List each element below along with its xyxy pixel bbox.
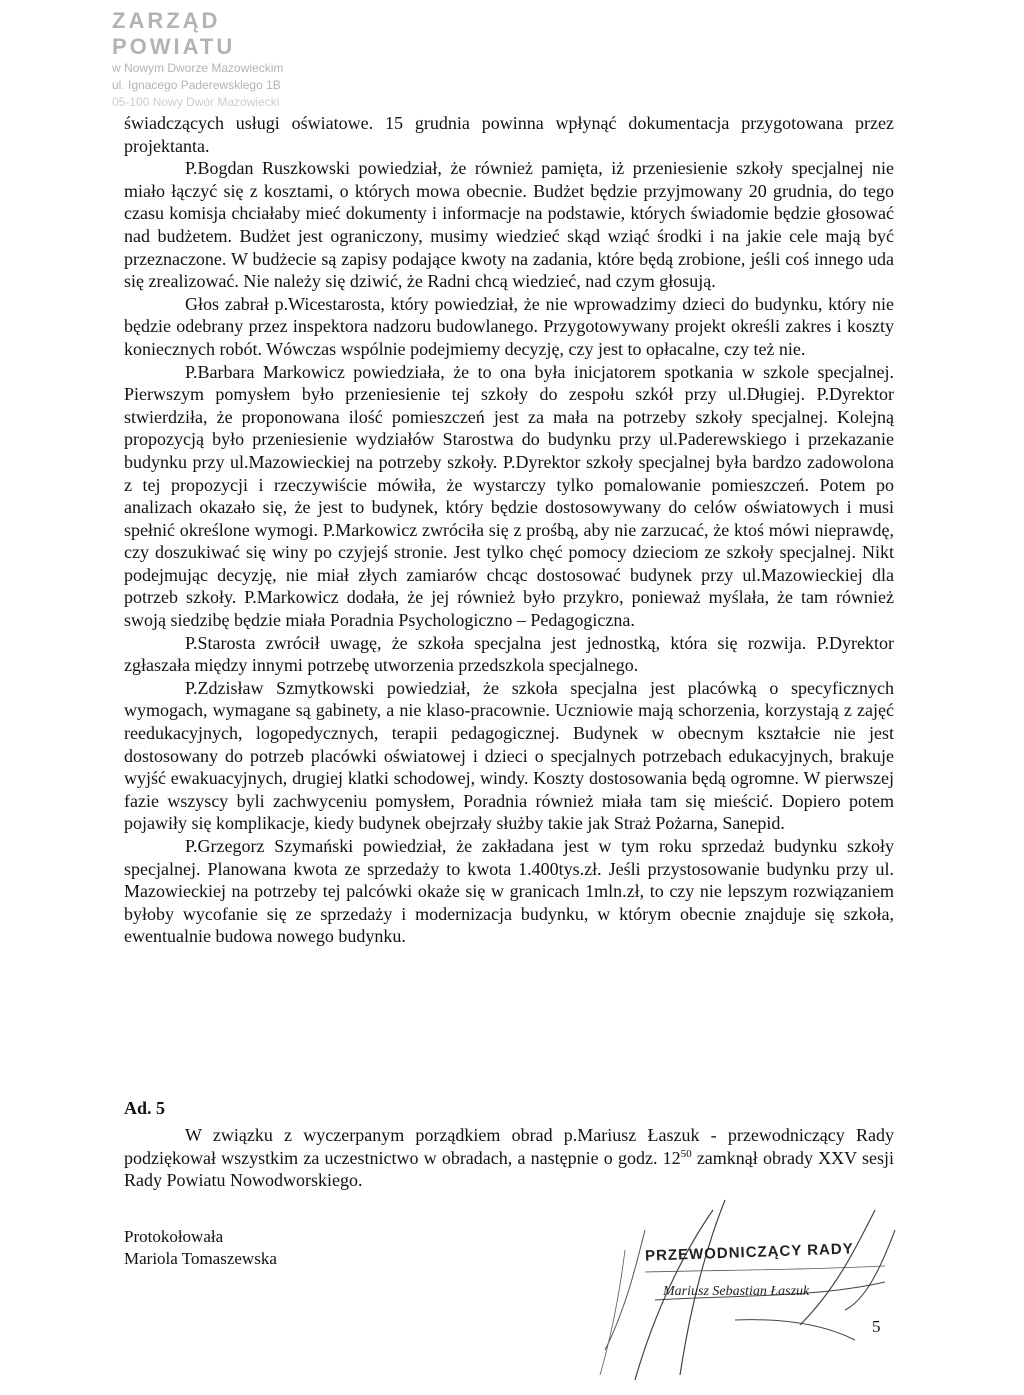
- section-heading-ad5: Ad. 5: [124, 1098, 166, 1118]
- paragraph-szymanski: P.Grzegorz Szymański powiedział, że zakładana jest w tym roku sprzedaż budynku szkoły specjalnej. Planowana kwota ze sprzedaży to kwota 1.400tys.zł. Jeśli przystosowanie budynku przy ul. Mazowieckiej na potrzeby tej palcówki okaże się w granicach 1mln.zł, to czy nie lepszym rozwiązaniem byłoby wycofanie się ze sprzedaży i modernizacja budynku, w którym obecnie znajduje się szkoła, ewentualnie budowa nowego budynku.: [124, 836, 894, 947]
- closing-text-after: zamknął obrady XXV sesji Rady Powiatu Nowodworskiego.: [124, 1147, 894, 1191]
- protocol-label: Protokołowała: [124, 1227, 224, 1246]
- protocol-name: Mariola Tomaszewska: [124, 1249, 277, 1268]
- page-number: 5: [872, 1317, 881, 1336]
- paragraph-continuation: świadczących usługi oświatowe. 15 grudnia powinna wpłynąć dokumentacja przygotowana przez projektanta.: [124, 113, 894, 156]
- paragraph-szmytkowski: P.Zdzisław Szmytkowski powiedział, że szkoła specjalna jest placówką o specyficznych wymogach, wymagane są gabinety, a nie klaso-pracownie. Uczniowie mają schorzenia, korzystają z zajęć reedukacyjnych, logopedycznych, terapii pedagogicznej. Budynek w obecnym kształcie nie jest dostosowany do potrzeb placówki oświatowej i dzieci o specjalnych potrzebach edukacyjnych, brakuje wyjść ewakuacyjnych, drugiej klatki schodowej, windy. Koszty dostosowania będą ogromne. W pierwszej fazie wszyscy byli zachwyceniu pomysłem, Poradnia również miała tam się mieścić. Dopiero potem pojawiły się komplikacje, kiedy budynek obejrzały służby takie jak Straż Pożarna, Sanepid.: [124, 677, 894, 834]
- stamp-line-4: 05-100 Nowy Dwór Mazowiecki: [112, 95, 280, 109]
- protocol-author: [124, 1226, 277, 1270]
- signature-title: PRZEWODNICZĄCY RADY: [644, 1240, 854, 1265]
- closing-time-minutes: 50: [680, 1147, 692, 1160]
- paragraph-wicestarosta: Głos zabrał p.Wicestarosta, który powiedział, że nie wprowadzimy dzieci do budynku, który nie będzie odebrany przez inspektora nadzoru budowlanego. Przygotowywany projekt określi zakres i koszty koniecznych robót. Wówczas wspólnie podejmiemy decyzję, czy jest to opłacalne, czy też nie.: [124, 293, 894, 359]
- office-stamp: [112, 8, 352, 108]
- paragraph-ruszkowski: P.Bogdan Ruszkowski powiedział, że również pamięta, iż przeniesienie szkoły specjalnej nie miało łączyć się z kosztami, o których mowa obecnie. Budżet będzie przyjmowany 20 grudnia, do tego czasu komisja chciałaby mieć dokumenty i informacje na podstawie, których świadomie będzie głosować nad budżetem. Budżet jest ograniczony, musimy wiedzieć skąd wziąć środki i na jakie cele mają być przeznaczone. W budżecie są zapisy podające kwoty na zadania, które będą zrobione, jeśli coś innego uda się zrealizować. Nie należy się dziwić, że Radni chcą wiedzieć, nad czym głosują.: [124, 158, 894, 292]
- signature-name: Mariusz Sebastian Łaszuk: [663, 1284, 810, 1299]
- closing-paragraph: [124, 1124, 894, 1192]
- stamp-line-2: w Nowym Dworze Mazowieckim: [112, 61, 284, 75]
- minutes-body: [124, 112, 894, 948]
- paragraph-starosta: P.Starosta zwrócił uwagę, że szkoła specjalna jest jednostką, która się rozwija. P.Dyrektor zgłaszała między innymi potrzebę utworzenia przedszkola specjalnego.: [124, 632, 894, 676]
- chairman-signature-stamp: [585, 1190, 915, 1390]
- stamp-line-3: ul. Ignacego Paderewskiego 1B: [112, 78, 281, 92]
- stamp-line-1: ZARZĄD POWIATU: [112, 8, 236, 59]
- paragraph-markowicz: P.Barbara Markowicz powiedziała, że to ona była inicjatorem spotkania w szkole specjalnej. Pierwszym pomysłem było przeniesienie tej szkoły do zespołu szkół przy ul.Długiej. P.Dyrektor stwierdziła, że proponowana ilość pomieszczeń jest za mała na potrzeby szkoły specjalnej. Kolejną propozycją było przeniesienie wydziałów Starostwa do budynku przy ul.Paderewskiego i przekazanie budynku przy ul.Mazowieckiej na potrzeby szkoły. P.Dyrektor szkoły specjalnej była bardzo zadowolona z tej propozycji i rzeczywiście mówiła, że wystarczy tylko pomalowanie pomieszczeń. Potem po analizach okazało się, że jest to budynek, który będzie dostosowywany do celów oświatowych i musi spełnić określone wymogi. P.Markowicz zwróciła się z prośbą, aby nie zarzucać, że ktoś mówi nieprawdę, czy doszukiwać się winy po czyjejś stronie. Jest tylko chęć pomocy dzieciom ze szkoły specjalnej. Nikt podejmując decyzję, nie miał złych zamiarów chcąc dostosować budynek przy ul.Mazowieckiej dla potrzeb szkoły. P.Markowicz dodała, że jej również było przykro, ponieważ myślała, że tam również swoją siedzibę będzie miała Poradnia Psychologiczno – Pedagogiczna.: [124, 361, 894, 631]
- closing-text-before: W związku z wyczerpanym porządkiem obrad p.Mariusz Łaszuk - przewodniczący Rady podziękował wszystkim za uczestnictwo w obradach, a następnie o godz. 12: [124, 1125, 894, 1168]
